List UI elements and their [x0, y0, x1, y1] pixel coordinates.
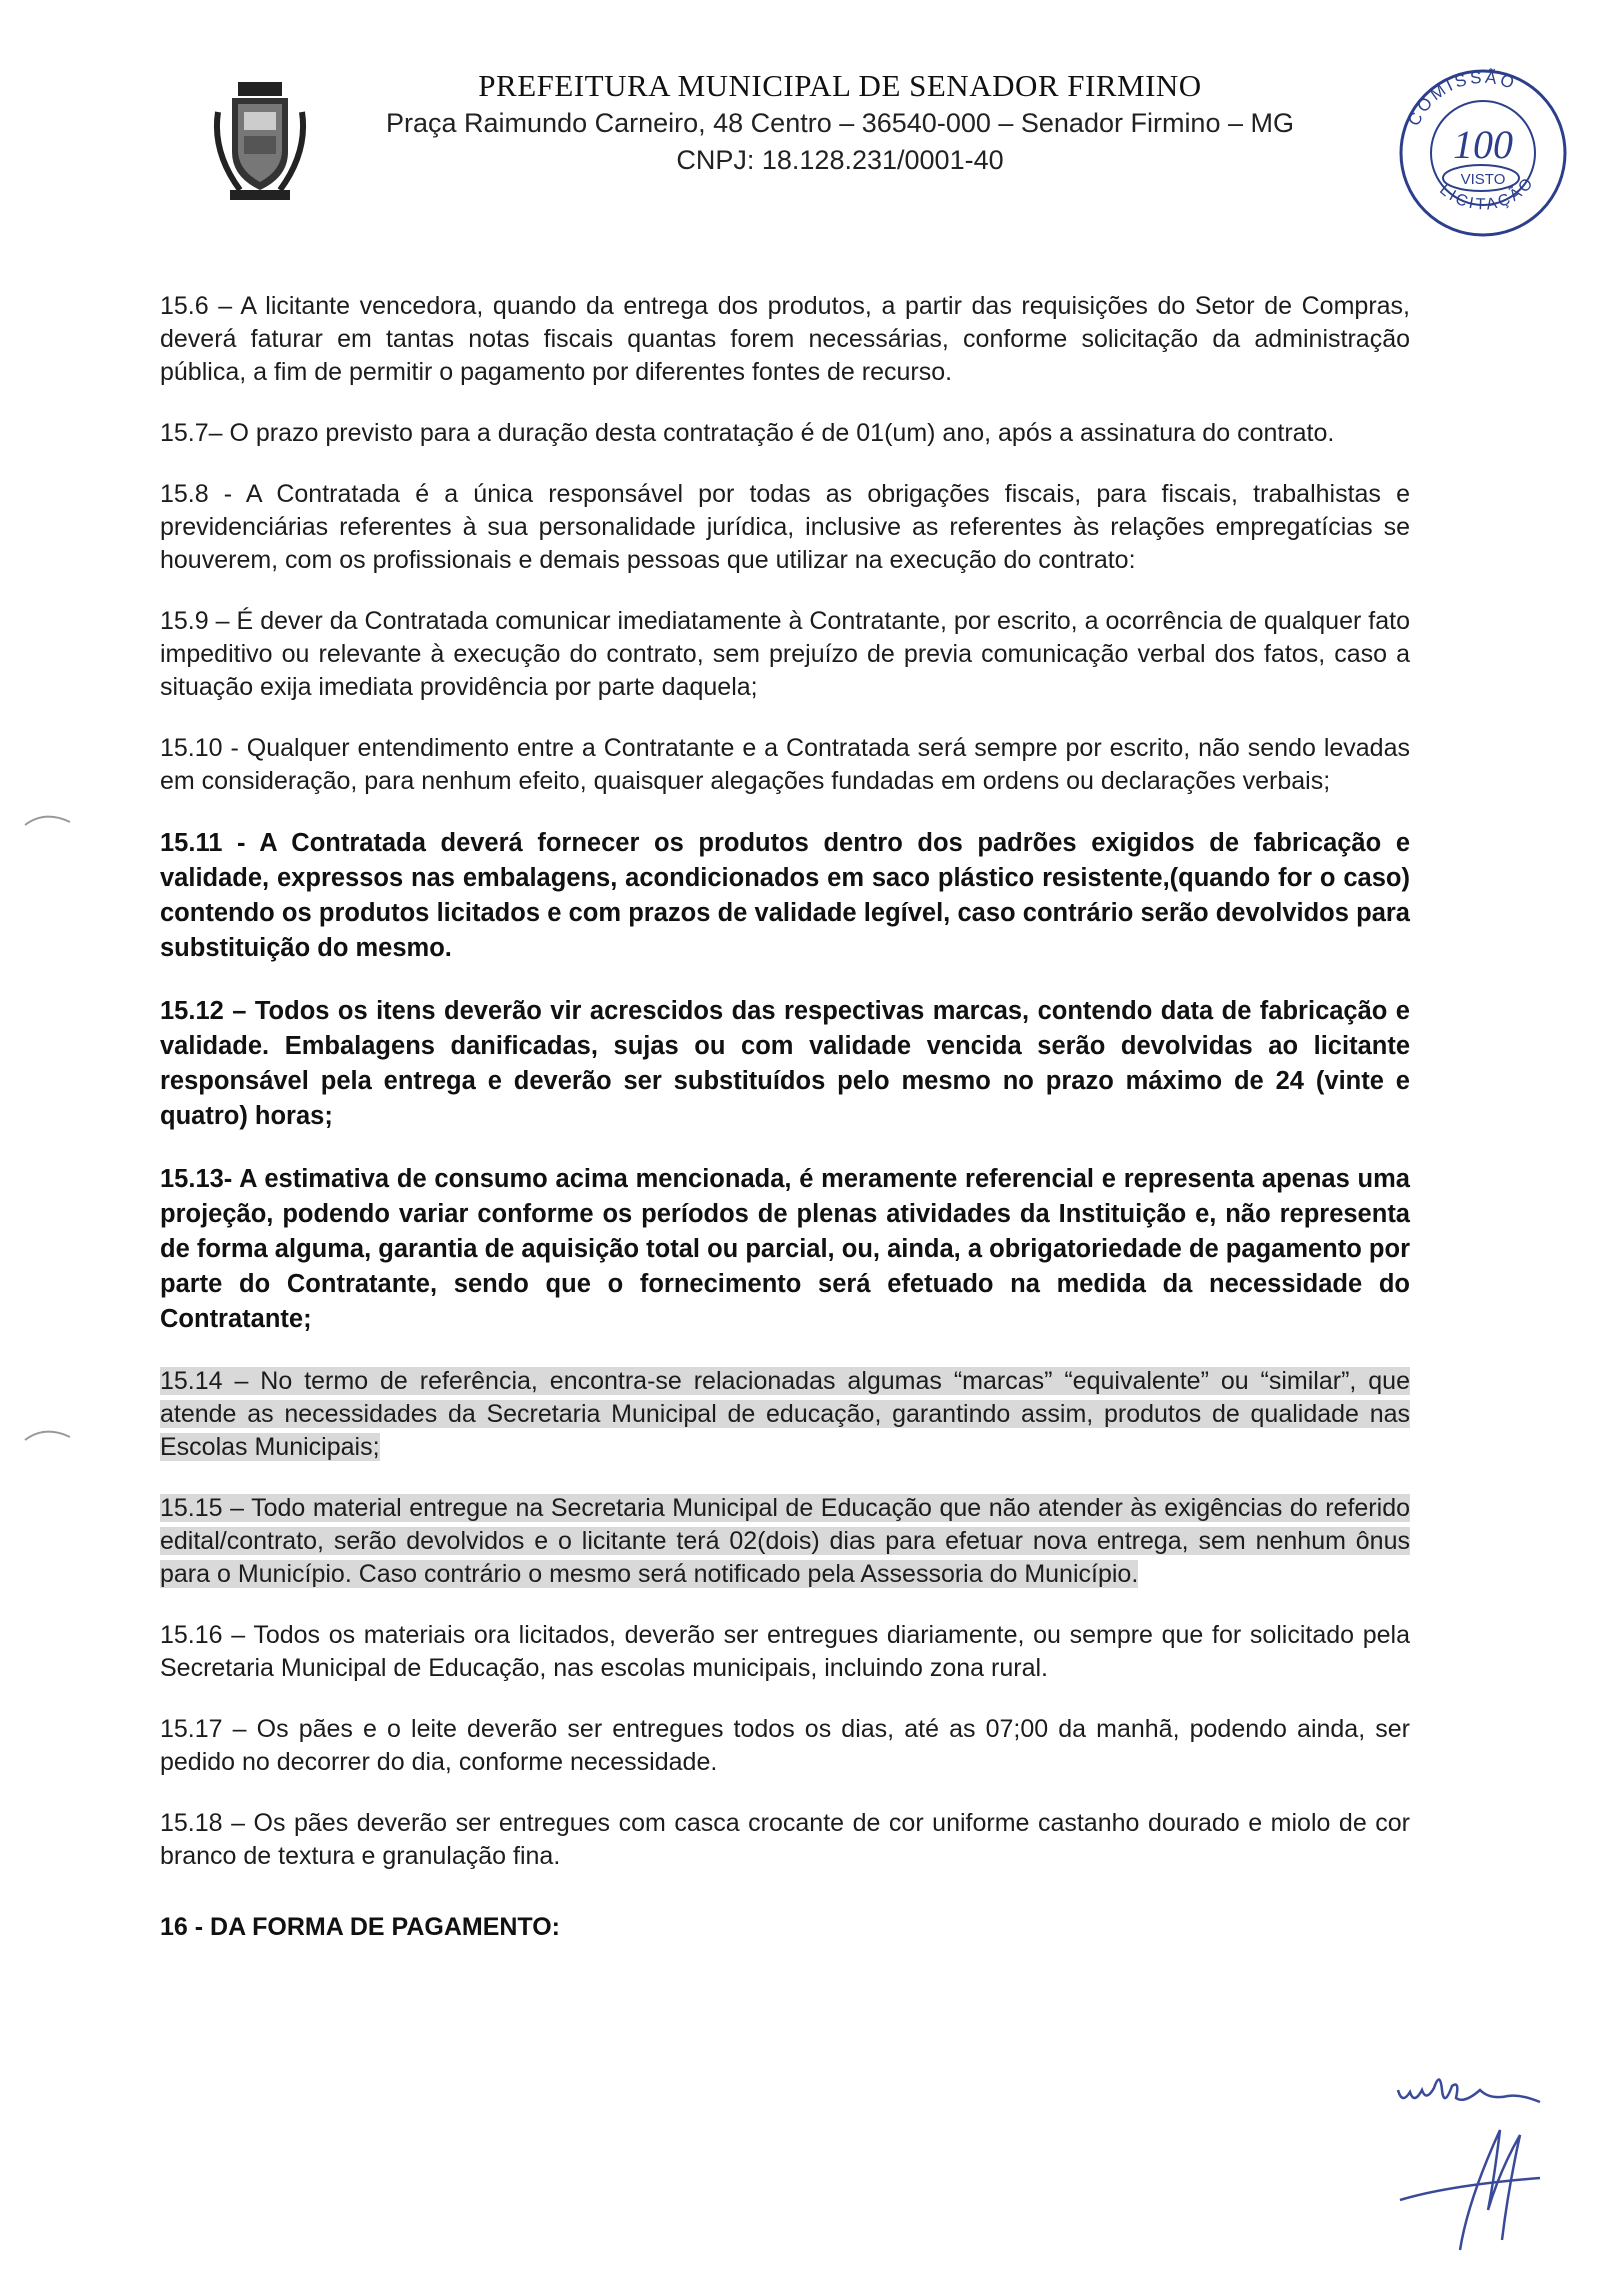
municipal-crest-icon — [210, 82, 310, 202]
letterhead — [360, 68, 1320, 176]
clause-15-15 — [160, 1492, 1410, 1591]
stamp-bottom-text: LICITAÇÃO — [1436, 173, 1539, 214]
clause-15-13: 15.13- A estimativa de consumo acima mencionada, é meramente referencial e representa apenas uma projeção, podendo variar conforme os períodos de plenas atividades da Instituição e, não representa de forma alguma, garantia de aquisição total ou parcial, ou, ainda, a obrigatoriedade de pagamento por parte do Contratante, sendo que o fornecimento será efetuado na medida da necessidade do Contratante; — [160, 1165, 1410, 1333]
clause-15-7: 15.7– O prazo previsto para a duração desta contratação é de 01(um) ano, após a assinatura do contrato. — [160, 419, 1335, 447]
commission-stamp — [1388, 58, 1578, 238]
letterhead-cnpj: CNPJ: 18.128.231/0001-40 — [676, 145, 1004, 175]
margin-mark — [20, 1425, 80, 1445]
stamp-visto: VISTO — [1460, 171, 1506, 188]
clause-15-17: 15.17 – Os pães e o leite deverão ser entregues todos os dias, até as 07;00 da manhã, podendo ainda, ser pedido no decorrer do dia, conforme necessidade. — [160, 1715, 1410, 1776]
stamp-top-text: COMISSÃO — [1404, 67, 1520, 129]
handwritten-signature — [1390, 2060, 1570, 2260]
clause-15-8: 15.8 - A Contratada é a única responsável por todas as obrigações fiscais, para fiscais, trabalhistas e previdenciárias referentes à sua personalidade jurídica, inclusive as referentes às relações empregatícias se houverem, com os profissionais e demais pessoas que utilizar na execução do contrato: — [160, 480, 1410, 574]
clause-15-12: 15.12 – Todos os itens deverão vir acrescidos das respectivas marcas, contendo data de fabricação e validade. Embalagens danificadas, sujas ou com validade vencida serão devolvidas ao licitante responsável pela entrega e deverão ser substituídos pelo mesmo no prazo máximo de 24 (vinte e quatro) horas; — [160, 997, 1410, 1130]
clause-15-14-text: 15.14 – No termo de referência, encontra-se relacionadas algumas “marcas” “equivalente” ou “similar”, que atende as necessidades da Secretaria Municipal de educação, garantindo assim, produtos de qualidade nas Escolas Municipais; — [160, 1367, 1410, 1461]
clause-15-18: 15.18 – Os pães deverão ser entregues com casca crocante de cor uniforme castanho dourado e miolo de cor branco de textura e granulação fina. — [160, 1809, 1410, 1870]
clause-15-11: 15.11 - A Contratada deverá fornecer os produtos dentro dos padrões exigidos de fabricação e validade, expressos nas embalagens, acondicionados em saco plástico resistente,(quando for o caso) contendo os produtos licitados e com prazos de validade legível, caso contrário serão devolvidos para substituição do mesmo. — [160, 829, 1410, 962]
clause-15-14 — [160, 1365, 1410, 1464]
document-body — [160, 290, 1410, 1942]
clause-15-9: 15.9 – É dever da Contratada comunicar imediatamente à Contratante, por escrito, a ocorrência de qualquer fato impeditivo ou relevante à execução do contrato, sem prejuízo de previa comunicação verbal dos fatos, caso a situação exija imediata providência por parte daquela; — [160, 607, 1410, 701]
letterhead-title: PREFEITURA MUNICIPAL DE SENADOR FIRMINO — [478, 68, 1202, 103]
svg-text:COMISSÃO — [1404, 68, 1519, 129]
letterhead-address: Praça Raimundo Carneiro, 48 Centro – 36540-000 – Senador Firmino – MG — [386, 108, 1294, 138]
section-16-title: 16 - DA FORMA DE PAGAMENTO: — [160, 1913, 561, 1941]
clause-15-16: 15.16 – Todos os materiais ora licitados, deverão ser entregues diariamente, ou sempre que for solicitado pela Secretaria Municipal de Educação, nas escolas municipais, incluindo zona rural. — [160, 1621, 1410, 1682]
clause-15-15-text: 15.15 – Todo material entregue na Secretaria Municipal de Educação que não atender às exigências do referido edital/contrato, serão devolvidos e o licitante terá 02(dois) dias para efetuar nova entrega, sem nenhum ônus para o Município. Caso contrário o mesmo será notificado pela Assessoria do Município. — [160, 1494, 1410, 1588]
stamp-page-number: 100 — [1453, 122, 1513, 167]
clause-15-10: 15.10 - Qualquer entendimento entre a Contratante e a Contratada será sempre por escrito, não sendo levadas em consideração, para nenhum efeito, quaisquer alegações fundadas em ordens ou declarações verbais; — [160, 734, 1410, 795]
margin-mark — [20, 810, 80, 830]
clause-15-6: 15.6 – A licitante vencedora, quando da entrega dos produtos, a partir das requisições do Setor de Compras, deverá faturar em tantas notas fiscais quantas forem necessárias, conforme solicitação da administração pública, a fim de permitir o pagamento por diferentes fontes de recurso. — [160, 292, 1410, 386]
